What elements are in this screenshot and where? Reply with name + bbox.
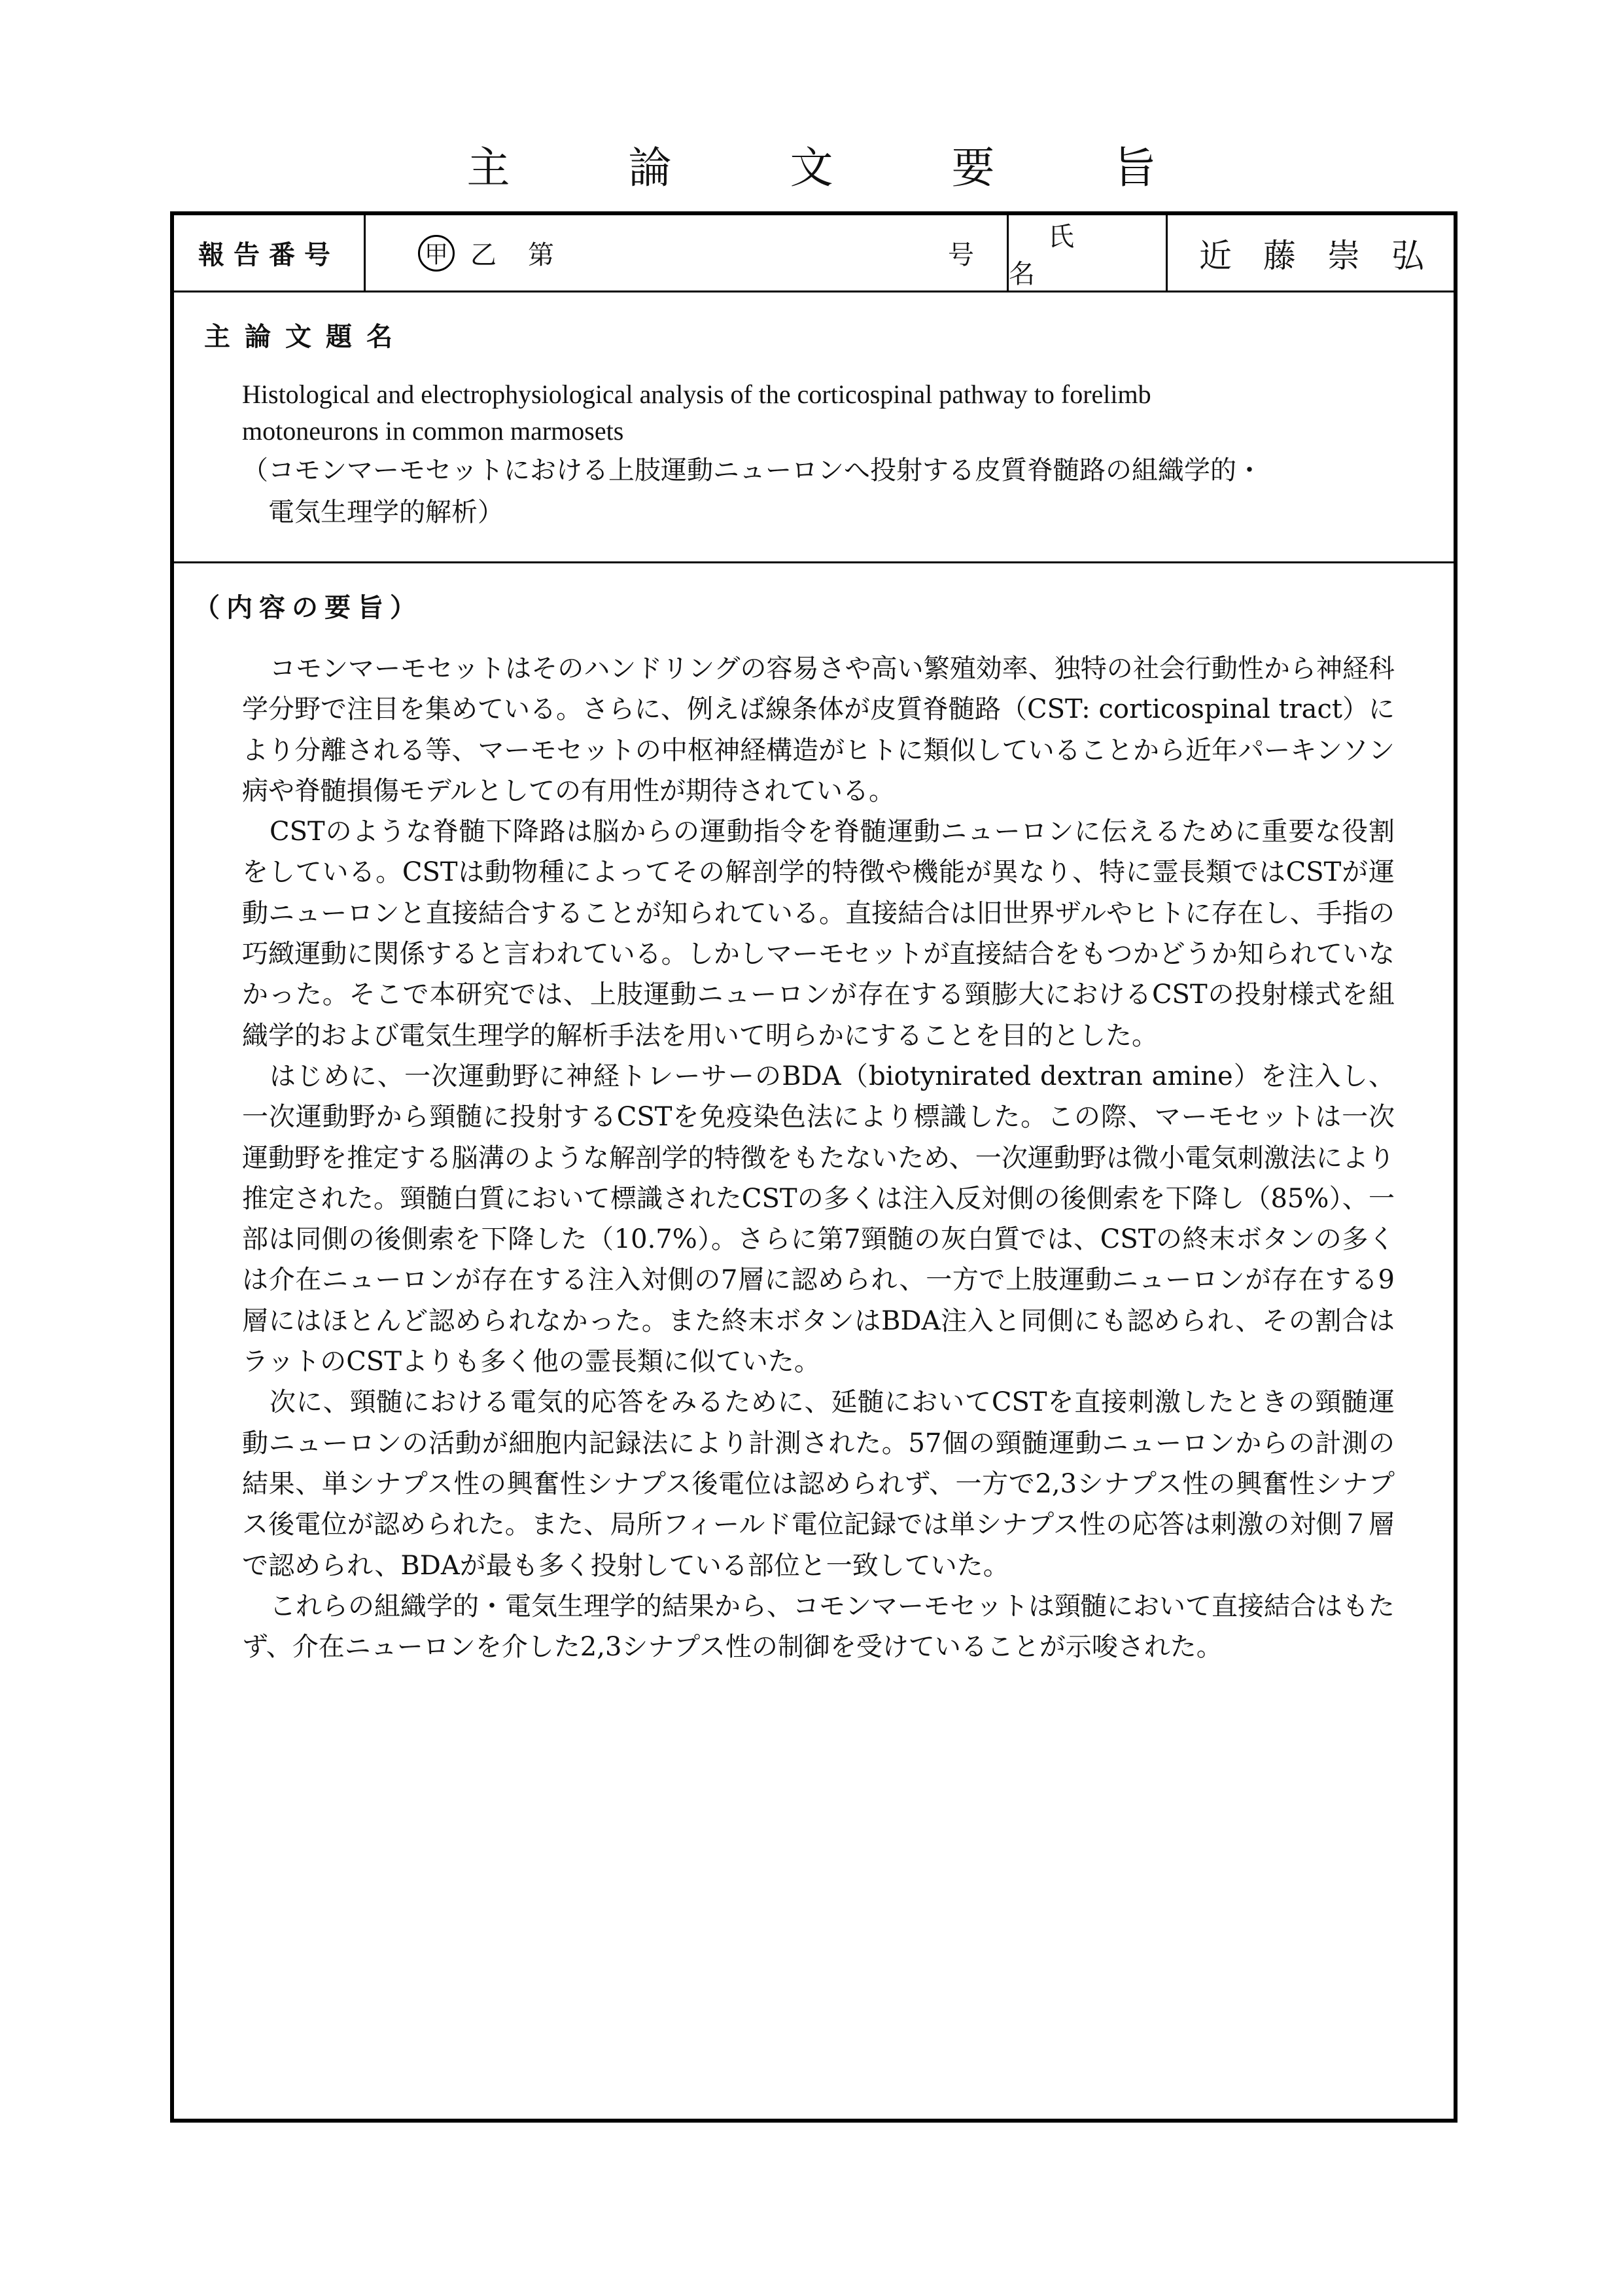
title-ja-line: 電気生理学的解析） [268, 497, 504, 527]
kou-circle-mark: 甲 [418, 235, 455, 272]
summary-paragraph: CSTのような脊髄下降路は脳からの運動指令を脊髄運動ニューロンに伝えるために重要な役割をしている。CSTは動物種によってその解剖学的特徴や機能が異なり、特に霊長類ではCSTが運動ニューロンと直接結合することが知られている。直接結合は旧世界ザルやヒトに存在し、手指の巧緻運動に関係すると言われている。しかしマーモセットが直接結合をもつかどうか知られていなかった。そこで本研究では、上肢運動ニューロンが存在する頸膨大におけるCSTの投射様式を組織学的および電気生理学的解析手法を用いて明らかにすることを目的とした。 [242, 817, 1395, 1051]
summary-label: （内容の要旨） [194, 593, 423, 623]
summary-paragraph: これらの組織学的・電気生理学的結果から、コモンマーモセットは頸髄において直接結合はもたず、介在ニューロンを介した2,3シナプス性の制御を受けていることが示唆された。 [242, 1591, 1395, 1663]
summary-paragraph: はじめに、一次運動野に神経トレーサーのBDA（biotynirated dextran amine）を注入し、一次運動野から頸髄に投射するCSTを免疫染色法により標識した。この際、マーモセットは一次運動野を推定する脳溝のような解剖学的特徴をもたないため、一次運動野は微小電気刺激法により推定された。頸髄白質において標識されたCSTの多くは注入反対側の後側索を下降し（85%）、一部は同側の後側索を下降した（10.7%）。さらに第7頸髄の灰白質では、CSTの終末ボタンの多くは介在ニューロンが存在する注入対側の7層に認められ、一方で上肢運動ニューロンが存在する9層にはほとんど認められなかった。また終末ボタンはBDA注入と同側にも認められ、その割合はラットのCSTよりも多く他の霊長類に似ていた。 [242, 1061, 1395, 1377]
page-title: 主 論 文 要 旨 [466, 143, 1209, 193]
thesis-title-english [242, 376, 1420, 450]
thesis-title-japanese [242, 450, 1433, 533]
summary-body [242, 648, 1395, 1667]
report-number-field [366, 215, 1007, 291]
thesis-title-section [174, 292, 1454, 563]
title-en-line: Histological and electrophysiological analysis of the corticospinal pathway to forelimb [242, 380, 1151, 409]
dai-label: 第 [528, 240, 554, 270]
name-label: 氏名 [1009, 221, 1113, 289]
thesis-title-label: 主論文題名 [204, 322, 407, 352]
report-number-label: 報告番号 [198, 240, 340, 270]
report-row [174, 215, 1454, 292]
title-en-line: motoneurons in common marmosets [242, 416, 624, 446]
author-name: 近藤崇弘 [1199, 236, 1456, 275]
title-ja-line: （コモンマーモセットにおける上肢運動ニューロンへ投射する皮質脊髄路の組織学的・ [242, 455, 1263, 486]
gou-label: 号 [948, 240, 974, 270]
summary-paragraph: 次に、頸髄における電気的応答をみるために、延髄においてCSTを直接刺激したときの頸髄運動ニューロンの活動が細胞内記録法により計測された。57個の頸髄運動ニューロンからの計測の結果、単シナプス性の興奮性シナプス後電位は認められず、一方で2,3シナプス性の興奮性シナプス後電位が認められた。また、局所フィールド電位記録では単シナプス性の応答は刺激の対側７層で認められ、BDAが最も多く投射している部位と一致していた。 [242, 1387, 1395, 1581]
otsu-option: 乙 [470, 240, 497, 270]
summary-paragraph: コモンマーモセットはそのハンドリングの容易さや高い繁殖効率、独特の社会行動性から神経科学分野で注目を集めている。さらに、例えば線条体が皮質脊髄路（CST: corticospinal tract）により分離される等、マーモセットの中枢神経構造がヒトに類似していることから近年パーキンソン病や脊髄損傷モデルとしての有用性が期待されている。 [242, 654, 1395, 806]
summary-form [170, 211, 1457, 2123]
